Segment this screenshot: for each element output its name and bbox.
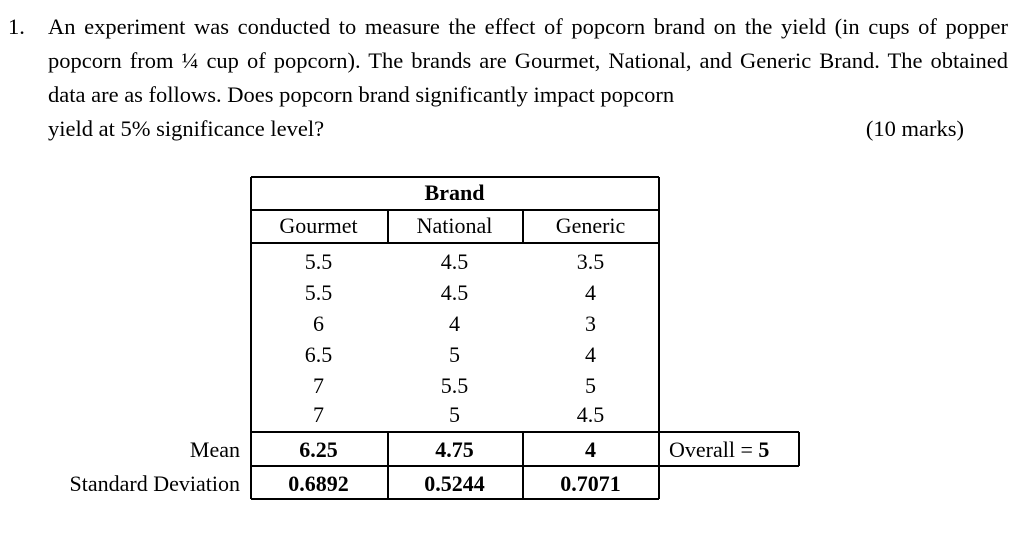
sd-national: 0.5244 [424,471,485,496]
table-cell: 5 [449,402,460,427]
sd-label: Standard Deviation [69,471,240,496]
table-cell: 5.5 [440,373,469,398]
table-cell: 7 [313,373,324,398]
overall-mean-box [669,437,769,463]
question-number: 1. [8,14,25,39]
table-cell: 4 [585,280,596,305]
table-cell: 5.5 [304,249,333,274]
table-cell: 7 [313,402,324,427]
question-text: An experiment was conducted to measure the effect of popcorn brand on the yield (in cups of popper popcorn from ¼ cup of popcorn). The brands are Gourmet, National, and Generic Brand. The obtained data are as follows. Does popcorn brand significantly impact popcorn [48,14,1008,107]
table-cell: 5 [449,342,460,367]
overall-value: 5 [758,437,770,462]
table-cell: 6.5 [304,342,333,367]
mean-row [250,437,659,463]
table-cell: 4 [585,342,596,367]
table-cell: 5.5 [304,280,333,305]
column-header-gourmet: Gourmet [279,213,358,238]
table-cell: 6 [313,311,324,336]
sd-gourmet: 0.6892 [288,471,349,496]
table-cell: 3 [585,311,596,336]
column-header-row [250,213,659,239]
question-last-line: yield at 5% significance level? [48,116,325,141]
marks-label: (10 marks) [865,116,964,141]
table-cell: 4.5 [576,402,605,427]
table-cell: 4 [449,311,460,336]
sd-generic: 0.7071 [560,471,621,496]
mean-label: Mean [189,437,240,462]
column-header-national: National [416,213,493,238]
mean-gourmet: 6.25 [299,437,338,462]
table-row [250,402,659,428]
mean-generic: 4 [585,437,596,462]
sd-row [250,471,659,497]
table-header-row [250,180,659,206]
overall-mean [669,437,769,462]
table-row [250,373,659,399]
mean-national: 4.75 [435,437,474,462]
table-cell: 5 [585,373,596,398]
table-cell: 4.5 [440,249,469,274]
overall-text: Overall = 5 [669,437,770,462]
table-row [250,249,659,275]
table-row [250,311,659,337]
table-row [250,280,659,306]
table-cell: 3.5 [576,249,605,274]
table-row [250,342,659,368]
column-header-generic: Generic [555,213,626,238]
table-cell: 4.5 [440,280,469,305]
brand-header: Brand [424,180,485,205]
